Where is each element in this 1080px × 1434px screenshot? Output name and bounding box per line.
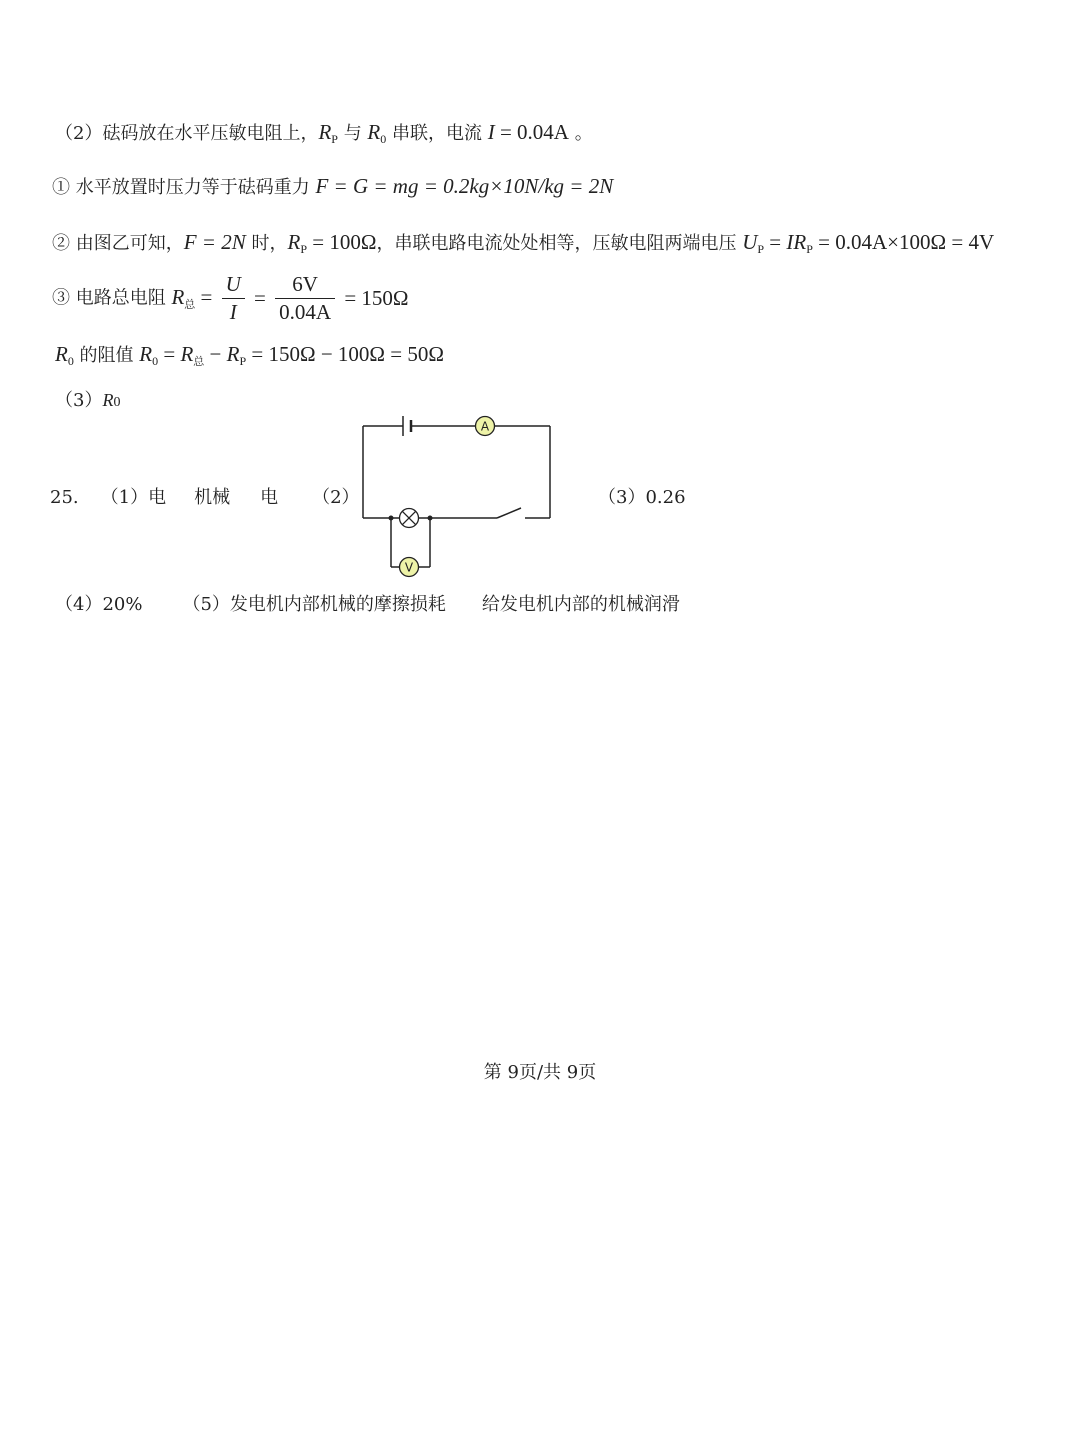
- ammeter-icon: [476, 417, 495, 436]
- fraction-6v-over-current: $\frac{6V}{0.04A}$: [275, 274, 335, 323]
- line-step1: ① 水平放置时压力等于砝码重力 F = G = mg = 0.2kg×10N/kg = 2N: [52, 174, 614, 198]
- line-part3: （3）R0: [55, 390, 121, 411]
- line-r0-value: $R_0$ 的阻值 $R_0 = R_总 - R_P = 150\Omega - 100\Omega = 50\Omega$: [55, 342, 444, 368]
- switch-lever: [497, 508, 521, 518]
- line-step3: ③ 电路总电阻 $R_总$ = $\frac{U}{I}$ = $\frac{6V}{0.04A}$ = 150Ω: [52, 272, 409, 324]
- page-footer: 第 9页/共 9页: [483, 1062, 597, 1083]
- fraction-u-over-i: $\frac{U}{I}$: [222, 274, 245, 323]
- line-q25: 25. （1）电 机械 电 （2）: [50, 487, 360, 508]
- line-parts4-5: （4）20% （5）发电机内部机械的摩擦损耗 给发电机内部的机械润滑: [55, 594, 680, 615]
- line-q25-part3: （3）0.26: [598, 487, 686, 508]
- voltmeter-icon: [400, 558, 419, 577]
- line-part2: （2）砝码放在水平压敏电阻上，$R_P$ 与 $R_0$ 串联，电流 I = 0.04A 。: [55, 120, 593, 146]
- svg-text:A: A: [480, 419, 490, 434]
- line-step2: ② 由图乙可知，F = 2N 时，$R_P = 100\Omega$，串联电路电流处处相等，压敏电阻两端电压 $U_P = IR_P = 0.04A\times 100\Omega = 4V$: [52, 230, 995, 256]
- svg-text:V: V: [404, 560, 414, 575]
- lamp-icon: [400, 509, 419, 528]
- circuit-diagram: [355, 410, 560, 585]
